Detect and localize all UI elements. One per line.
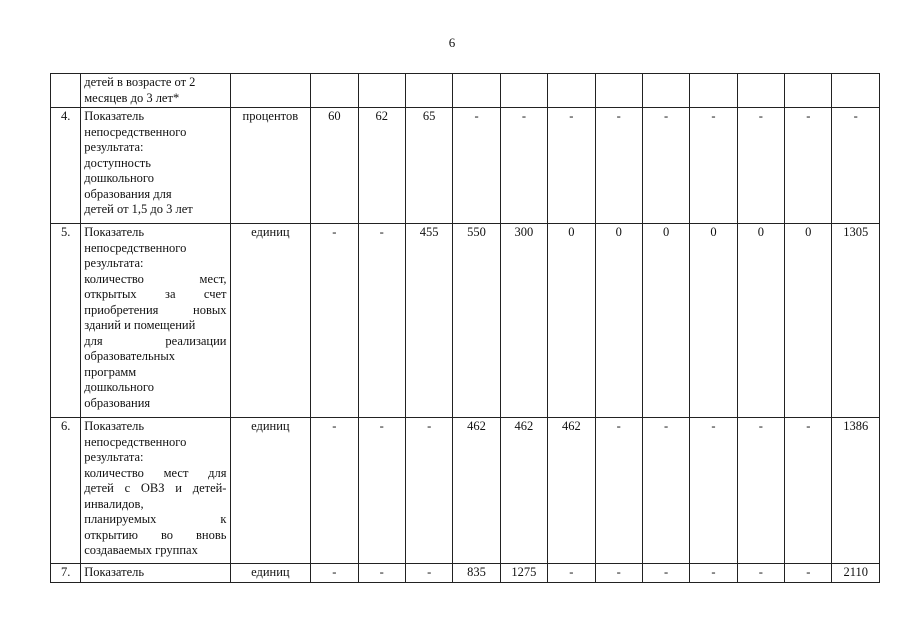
value-cell: - xyxy=(642,564,689,583)
value-cell: 550 xyxy=(453,224,500,418)
value-cell: 2110 xyxy=(832,564,880,583)
indicator-name-line: открытию во вновь xyxy=(84,527,227,542)
value-cell: - xyxy=(500,108,547,224)
row-number: 6. xyxy=(51,418,81,564)
value-cell: - xyxy=(548,108,595,224)
row-number: 5. xyxy=(51,224,81,418)
value-cell: 0 xyxy=(690,224,737,418)
indicator-name-line: Показатель xyxy=(84,109,145,123)
value-cell: - xyxy=(548,564,595,583)
table-row xyxy=(51,108,880,224)
indicator-name-line: Показатель xyxy=(84,225,145,239)
value-cell: - xyxy=(785,564,832,583)
unit-cell: единиц xyxy=(230,224,311,418)
value-cell: - xyxy=(785,418,832,564)
row-number: 4. xyxy=(51,108,81,224)
value-cell: 1305 xyxy=(832,224,880,418)
indicator-name-line: дошкольного xyxy=(84,171,154,185)
value-cell: - xyxy=(405,564,452,583)
table-body xyxy=(51,74,880,583)
indicator-name xyxy=(81,564,230,583)
value-cell: - xyxy=(358,564,405,583)
indicator-name-line: зданий и помещений xyxy=(84,318,196,332)
indicator-name-line: образования для xyxy=(84,186,172,201)
value-cell xyxy=(358,74,405,108)
unit-cell: процентов xyxy=(230,108,311,224)
indicator-name-line: открытых за счет xyxy=(84,287,227,301)
value-cell: - xyxy=(642,418,689,564)
value-cell: 462 xyxy=(500,418,547,564)
value-cell: 62 xyxy=(358,108,405,224)
unit-cell xyxy=(230,74,311,108)
value-cell: - xyxy=(311,418,358,564)
value-cell xyxy=(785,74,832,108)
value-cell: 0 xyxy=(548,224,595,418)
row-number: 7. xyxy=(51,564,81,583)
value-cell: - xyxy=(358,418,405,564)
indicator-name-line: непосредственного xyxy=(84,434,187,449)
value-cell: 1386 xyxy=(832,418,880,564)
value-cell: - xyxy=(690,564,737,583)
value-cell: 835 xyxy=(453,564,500,583)
value-cell xyxy=(548,74,595,108)
value-cell: - xyxy=(832,108,880,224)
value-cell: 300 xyxy=(500,224,547,418)
value-cell: - xyxy=(595,418,642,564)
indicator-name xyxy=(81,224,230,418)
value-cell: 0 xyxy=(785,224,832,418)
indicator-name-line: Показатель xyxy=(84,419,145,433)
value-cell: 60 xyxy=(311,108,358,224)
value-cell: - xyxy=(405,418,452,564)
value-cell xyxy=(595,74,642,108)
value-cell xyxy=(311,74,358,108)
indicator-name-line: Показатель xyxy=(84,565,145,579)
indicator-name-line: программ xyxy=(84,364,137,379)
indicator-name-line: результата: xyxy=(84,140,144,154)
value-cell xyxy=(405,74,452,108)
row-number xyxy=(51,74,81,108)
indicator-name xyxy=(81,74,230,108)
indicator-name-line: образовательных xyxy=(84,349,176,363)
table-row xyxy=(51,224,880,418)
indicator-name-line: месяцев до 3 лет* xyxy=(84,90,180,105)
value-cell: - xyxy=(595,564,642,583)
value-cell: 0 xyxy=(642,224,689,418)
value-cell: - xyxy=(595,108,642,224)
indicator-name-line: создаваемых группах xyxy=(84,543,198,557)
value-cell xyxy=(453,74,500,108)
value-cell: - xyxy=(785,108,832,224)
unit-cell: единиц xyxy=(230,564,311,583)
value-cell: - xyxy=(737,108,784,224)
value-cell: - xyxy=(690,108,737,224)
indicator-name-line: непосредственного xyxy=(84,240,187,255)
indicator-name-line: детей от 1,5 до 3 лет xyxy=(84,202,193,216)
table-row xyxy=(51,418,880,564)
indicator-name-line: детей в возрасте от 2 xyxy=(84,75,196,89)
value-cell: - xyxy=(737,418,784,564)
indicator-name-line: для реализации xyxy=(84,333,227,348)
value-cell: - xyxy=(737,564,784,583)
indicator-name xyxy=(81,418,230,564)
value-cell: 1275 xyxy=(500,564,547,583)
indicator-name-line: количество мест, xyxy=(84,271,227,286)
value-cell: 462 xyxy=(453,418,500,564)
value-cell: - xyxy=(642,108,689,224)
indicator-name xyxy=(81,108,230,224)
unit-cell: единиц xyxy=(230,418,311,564)
indicator-name-line: инвалидов, xyxy=(84,496,144,511)
indicator-name-line: непосредственного xyxy=(84,124,187,139)
value-cell xyxy=(832,74,880,108)
value-cell: 455 xyxy=(405,224,452,418)
indicator-name-line: детей с ОВЗ и детей- xyxy=(84,481,227,495)
indicator-name-line: образования xyxy=(84,395,151,410)
indicator-name-line: количество мест для xyxy=(84,465,227,480)
value-cell xyxy=(500,74,547,108)
table-row xyxy=(51,74,880,108)
value-cell: - xyxy=(358,224,405,418)
value-cell: 462 xyxy=(548,418,595,564)
indicator-name-line: доступность xyxy=(84,155,151,170)
page-number: 6 xyxy=(448,35,456,50)
indicators-table xyxy=(50,73,880,583)
value-cell xyxy=(737,74,784,108)
indicator-name-line: планируемых к xyxy=(84,512,227,526)
indicator-name-line: приобретения новых xyxy=(84,302,227,317)
value-cell: - xyxy=(311,224,358,418)
value-cell: 0 xyxy=(737,224,784,418)
value-cell: 0 xyxy=(595,224,642,418)
indicator-name-line: результата: xyxy=(84,256,144,270)
value-cell: - xyxy=(311,564,358,583)
indicator-name-line: результата: xyxy=(84,450,144,464)
indicator-name-line: дошкольного xyxy=(84,380,154,394)
table-row xyxy=(51,564,880,583)
value-cell: - xyxy=(453,108,500,224)
value-cell xyxy=(642,74,689,108)
value-cell xyxy=(690,74,737,108)
value-cell: - xyxy=(690,418,737,564)
value-cell: 65 xyxy=(405,108,452,224)
